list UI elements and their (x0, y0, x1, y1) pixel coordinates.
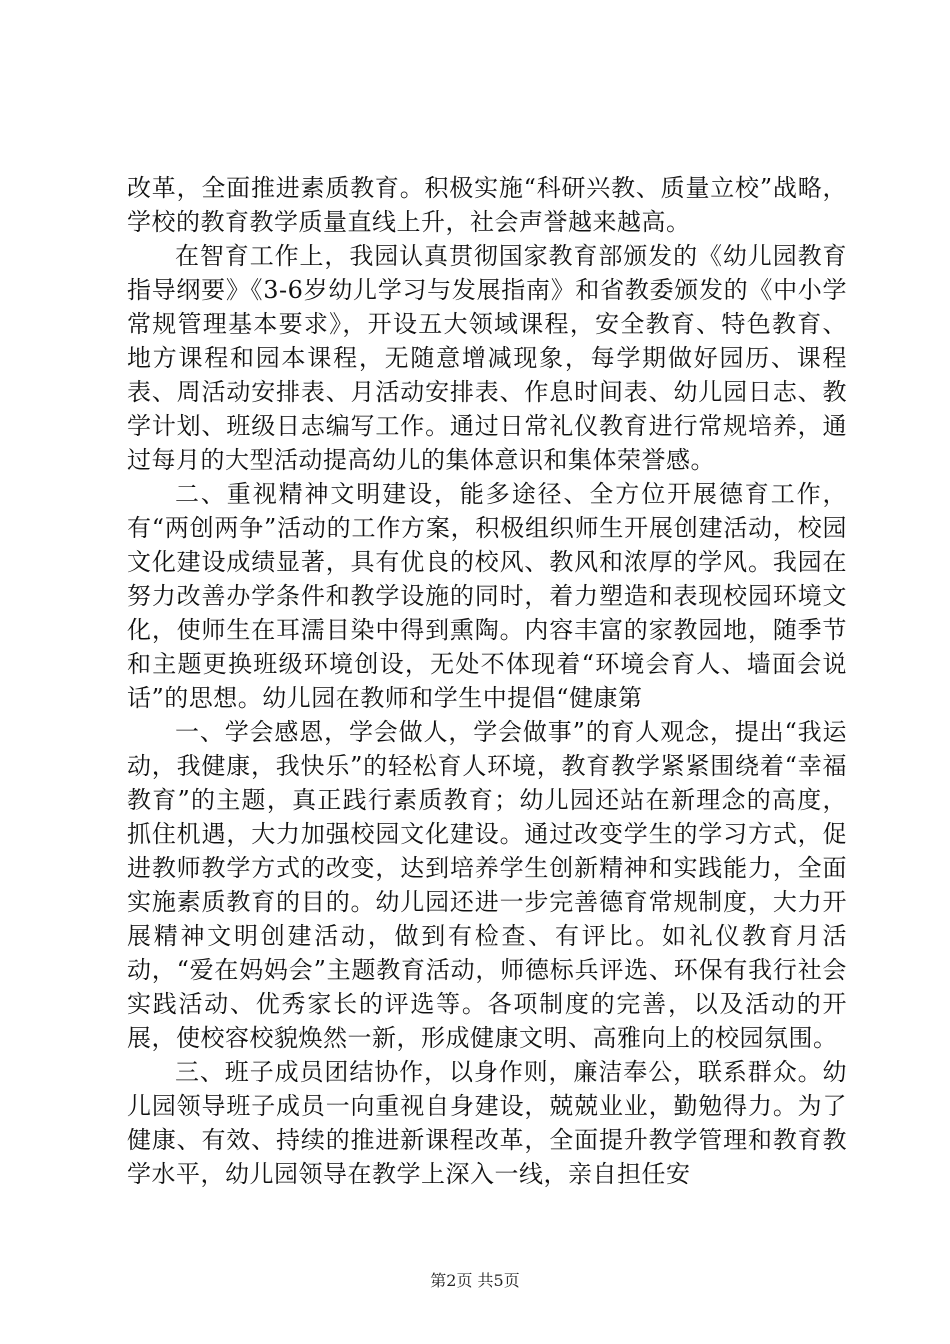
document-body (127, 171, 847, 1191)
paragraph-continuation: 改革，全面推进素质教育。积极实施“科研兴教、质量立校”战略，学校的教育教学质量直线上升，社会声誉越来越高。 (127, 174, 847, 236)
paragraph-education-concept: 一、学会感恩，学会做人，学会做事”的育人观念，提出“我运动，我健康，我快乐”的轻松育人环境，教育教学紧紧围绕着“幸福教育”的主题，真正践行素质教育；幼儿园还站在新理念的高度，抓住机遇，大力加强校园文化建设。通过改变学生的学习方式，促进教师教学方式的改变，达到培养学生创新精神和实践能力，全面实施素质教育的目的。幼儿园还进一步完善德育常规制度，大力开展精神文明创建活动，做到有检查、有评比。如礼仪教育月活动，“爱在妈妈会”主题教育活动，师德标兵评选、环保有我行社会实践活动、优秀家长的评选等。各项制度的完善，以及活动的开展，使校容校貌焕然一新，形成健康文明、高雅向上的校园氛围。 (127, 718, 847, 1052)
paragraph-spiritual-civilization: 二、重视精神文明建设，能多途径、全方位开展德育工作，有“两创两争”活动的工作方案，积极组织师生开展创建活动，校园文化建设成绩显著，具有优良的校风、教风和浓厚的学风。我园在努力改善办学条件和教学设施的同时，着力塑造和表现校园环境文化，使师生在耳濡目染中得到熏陶。内容丰富的家教园地，随季节和主题更换班级环境创设，无处不体现着“环境会育人、墙面会说话”的思想。幼儿园在教师和学生中提倡“健康第 (127, 480, 847, 712)
page-number-footer: 第2页 共5页 (430, 1271, 520, 1290)
paragraph-leadership-team: 三、班子成员团结协作，以身作则，廉洁奉公，联系群众。幼儿园领导班子成员一向重视自身建设，兢兢业业，勤勉得力。为了健康、有效、持续的推进新课程改革，全面提升教学管理和教育教学水平，幼儿园领导在教学上深入一线，亲自担任安 (127, 1058, 847, 1188)
paragraph-intellectual-education: 在智育工作上，我园认真贯彻国家教育部颁发的《幼儿园教育指导纲要》《3-6岁幼儿学习与发展指南》和省教委颁发的《中小学常规管理基本要求》，开设五大领域课程，安全教育、特色教育、地方课程和园本课程，无随意增减现象，每学期做好园历、课程表、周活动安排表、月活动安排表、作息时间表、幼儿园日志、教学计划、班级日志编写工作。通过日常礼仪教育进行常规培养，通过每月的大型活动提高幼儿的集体意识和集体荣誉感。 (127, 242, 847, 474)
